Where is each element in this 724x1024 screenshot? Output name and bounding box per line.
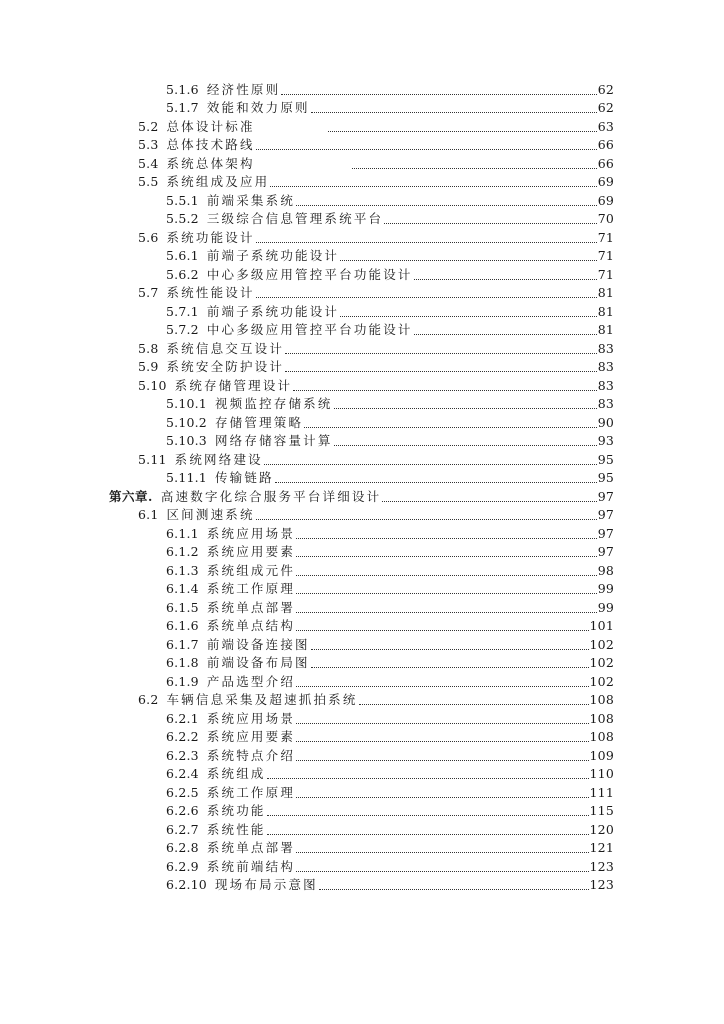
toc-entry-title: 系统单点部署 xyxy=(206,599,296,615)
toc-entry-number: 6.1.5 xyxy=(166,599,199,615)
toc-entry-number: 5.7.2 xyxy=(166,322,199,337)
toc-dot-leader xyxy=(384,222,596,224)
toc-entry[interactable] xyxy=(166,303,614,321)
toc-entry-page-number: 83 xyxy=(597,359,614,374)
toc-entry-number: 5.1.6 xyxy=(166,81,199,97)
toc-entry-number: 6.1 xyxy=(138,507,159,522)
toc-entry-title: 系统网络建设 xyxy=(174,451,263,467)
toc-entry-number: 6.2.1 xyxy=(166,710,199,726)
toc-entry[interactable] xyxy=(166,617,614,635)
toc-entry-number: 6.1.4 xyxy=(166,581,199,596)
toc-dot-leader xyxy=(267,777,589,779)
toc-entry-number: 5.1.7 xyxy=(166,100,199,115)
toc-entry-number: 6.1.1 xyxy=(166,525,199,541)
toc-entry[interactable] xyxy=(166,728,614,746)
toc-dot-leader xyxy=(334,444,597,446)
toc-entry-page-number: 108 xyxy=(589,692,614,707)
toc-entry-title: 存储管理策略 xyxy=(214,414,304,430)
toc-dot-leader xyxy=(311,111,597,113)
toc-entry-number: 5.7.1 xyxy=(166,303,199,319)
toc-entry-number: 6.1.9 xyxy=(166,673,199,689)
toc-entry-number: 5.8 xyxy=(138,340,159,356)
toc-entry-title: 前端采集系统 xyxy=(206,192,296,208)
toc-entry-number: 5.7 xyxy=(138,285,159,300)
toc-entry-page-number: 98 xyxy=(597,562,614,578)
toc-entry[interactable] xyxy=(166,821,614,839)
toc-dot-leader xyxy=(340,315,597,317)
toc-entry-page-number: 99 xyxy=(597,581,614,596)
toc-entry-page-number: 83 xyxy=(597,340,614,356)
toc-entry-number: 5.10 xyxy=(138,377,167,393)
toc-entry-title: 前端子系统功能设计 xyxy=(206,248,340,263)
toc-entry-title: 系统应用场景 xyxy=(206,525,296,541)
toc-entry-page-number: 63 xyxy=(597,118,614,134)
toc-entry[interactable] xyxy=(166,654,614,672)
toc-entry-page-number: 70 xyxy=(597,211,614,226)
toc-entry-number: 6.2.10 xyxy=(166,877,207,892)
toc-entry-page-number: 69 xyxy=(597,192,614,208)
toc-entry-number: 6.2 xyxy=(138,692,159,707)
toc-entry-page-number: 95 xyxy=(597,470,614,485)
toc-entry-page-number: 123 xyxy=(589,877,614,892)
toc-entry[interactable] xyxy=(166,710,614,728)
toc-entry-number: 6.2.7 xyxy=(166,821,199,837)
toc-entry[interactable] xyxy=(166,580,614,598)
toc-dot-leader xyxy=(328,130,597,132)
toc-entry-page-number: 71 xyxy=(597,248,614,263)
toc-entry-page-number: 71 xyxy=(597,229,614,245)
toc-dot-leader xyxy=(296,870,589,872)
toc-dot-leader xyxy=(296,592,597,594)
toc-entry-title: 系统单点结构 xyxy=(206,618,296,633)
toc-entry-number: 6.1.7 xyxy=(166,636,199,652)
toc-dot-leader xyxy=(256,296,597,298)
toc-dot-leader xyxy=(311,648,589,650)
toc-dot-leader xyxy=(382,500,596,502)
toc-entry[interactable] xyxy=(138,691,614,709)
toc-entry[interactable] xyxy=(138,340,614,358)
toc-entry-title: 视频监控存储系统 xyxy=(214,396,333,411)
toc-entry-page-number: 66 xyxy=(597,155,614,171)
toc-entry-number: 5.4 xyxy=(138,155,159,171)
toc-dot-leader xyxy=(264,463,597,465)
toc-dot-leader xyxy=(414,333,597,335)
toc-entry-title: 高速数字化综合服务平台详细设计 xyxy=(160,488,382,504)
toc-dot-leader xyxy=(267,833,589,835)
toc-dot-leader xyxy=(296,629,589,631)
toc-entry-title: 系统组成及应用 xyxy=(166,174,270,189)
toc-entry-title: 系统组成元件 xyxy=(206,562,296,578)
toc-entry-title: 系统信息交互设计 xyxy=(166,340,285,356)
toc-entry-number: 6.1.2 xyxy=(166,544,199,559)
toc-dot-leader xyxy=(296,685,589,687)
toc-entry-number: 6.1.6 xyxy=(166,618,199,633)
toc-entry-title: 总体设计标准 xyxy=(166,118,255,134)
toc-entry-number: 5.2 xyxy=(138,118,159,134)
toc-entry-title: 经济性原则 xyxy=(206,81,281,97)
toc-entry[interactable] xyxy=(166,525,614,543)
toc-entry-page-number: 66 xyxy=(597,137,614,152)
toc-entry-title: 三级综合信息管理系统平台 xyxy=(206,211,384,226)
toc-entry-page-number: 71 xyxy=(597,266,614,282)
toc-entry-number: 5.5.2 xyxy=(166,211,199,226)
toc-entry-page-number: 102 xyxy=(589,636,614,652)
toc-entry-page-number: 93 xyxy=(597,433,614,448)
toc-entry-number: 6.2.5 xyxy=(166,784,199,800)
toc-entry[interactable] xyxy=(138,284,614,302)
toc-dot-leader xyxy=(256,518,597,520)
toc-entry[interactable] xyxy=(138,173,614,191)
toc-entry-page-number: 99 xyxy=(597,599,614,615)
toc-entry-page-number: 90 xyxy=(597,414,614,430)
toc-entry-number: 5.10.2 xyxy=(166,414,207,430)
toc-entry-title: 网络存储容量计算 xyxy=(214,433,333,448)
toc-dot-leader xyxy=(296,204,597,206)
toc-dot-leader xyxy=(352,167,597,169)
toc-entry[interactable] xyxy=(166,247,614,265)
toc-entry-title: 前端设备布局图 xyxy=(206,655,310,670)
toc-entry-page-number: 102 xyxy=(589,655,614,670)
toc-entry-page-number: 115 xyxy=(589,803,614,818)
toc-entry-title: 系统性能设计 xyxy=(166,285,255,300)
toc-dot-leader xyxy=(267,814,589,816)
toc-entry[interactable] xyxy=(166,673,614,691)
toc-entry-page-number: 81 xyxy=(597,285,614,300)
toc-entry-number: 5.3 xyxy=(138,137,159,152)
toc-dot-leader xyxy=(285,352,597,354)
toc-entry[interactable] xyxy=(166,747,614,765)
toc-dot-leader xyxy=(296,740,589,742)
toc-entry-title: 中心多级应用管控平台功能设计 xyxy=(206,266,413,282)
toc-entry-title: 系统工作原理 xyxy=(206,784,296,800)
toc-entry-number: 第六章. xyxy=(109,488,153,504)
toc-entry-title: 系统应用场景 xyxy=(206,710,296,726)
toc-entry[interactable] xyxy=(166,99,614,117)
toc-entry[interactable] xyxy=(138,118,614,136)
toc-entry-page-number: 97 xyxy=(597,544,614,559)
toc-entry-title: 系统组成 xyxy=(206,766,266,781)
toc-dot-leader xyxy=(256,148,597,150)
toc-entry[interactable] xyxy=(166,414,614,432)
toc-dot-leader xyxy=(414,278,597,280)
toc-entry-title: 系统存储管理设计 xyxy=(174,377,293,393)
toc-entry[interactable] xyxy=(166,81,614,99)
toc-entry-page-number: 62 xyxy=(597,100,614,115)
toc-entry[interactable] xyxy=(166,543,614,561)
toc-entry-page-number: 121 xyxy=(589,840,614,855)
toc-entry-number: 5.10.3 xyxy=(166,433,207,448)
toc-entry-number: 6.2.2 xyxy=(166,729,199,744)
toc-entry-title: 系统总体架构 xyxy=(166,155,255,171)
toc-entry[interactable] xyxy=(166,784,614,802)
toc-entry-number: 6.2.8 xyxy=(166,840,199,855)
toc-entry[interactable] xyxy=(166,210,614,228)
toc-entry-number: 5.6.1 xyxy=(166,248,199,263)
toc-dot-leader xyxy=(270,185,596,187)
toc-entry-title: 系统功能 xyxy=(206,803,266,818)
toc-entry-page-number: 81 xyxy=(597,303,614,319)
toc-entry-number: 5.6 xyxy=(138,229,159,245)
toc-entry[interactable] xyxy=(166,802,614,820)
toc-entry-number: 6.2.9 xyxy=(166,858,199,874)
toc-entry[interactable] xyxy=(109,488,614,506)
toc-entry-page-number: 95 xyxy=(597,451,614,467)
toc-entry[interactable] xyxy=(138,136,614,154)
toc-entry-page-number: 109 xyxy=(589,747,614,763)
toc-dot-leader xyxy=(334,407,597,409)
toc-entry-title: 系统前端结构 xyxy=(206,858,296,874)
toc-entry-title: 现场布局示意图 xyxy=(214,877,318,892)
toc-entry-page-number: 62 xyxy=(597,81,614,97)
toc-dot-leader xyxy=(293,389,596,391)
toc-entry-page-number: 120 xyxy=(589,821,614,837)
toc-entry-page-number: 81 xyxy=(597,322,614,337)
toc-entry-number: 5.5.1 xyxy=(166,192,199,208)
toc-entry-page-number: 123 xyxy=(589,858,614,874)
toc-entry-title: 系统功能设计 xyxy=(166,229,255,245)
toc-entry[interactable] xyxy=(166,266,614,284)
toc-entry-title: 产品选型介绍 xyxy=(206,673,296,689)
toc-entry-number: 6.2.3 xyxy=(166,747,199,763)
toc-dot-leader xyxy=(296,851,589,853)
toc-entry-page-number: 97 xyxy=(597,525,614,541)
toc-entry-title: 车辆信息采集及超速抓拍系统 xyxy=(166,692,358,707)
toc-entry-title: 系统安全防护设计 xyxy=(166,359,285,374)
toc-entry[interactable] xyxy=(166,432,614,450)
toc-entry-title: 区间测速系统 xyxy=(166,507,255,522)
toc-entry-number: 6.2.6 xyxy=(166,803,199,818)
toc-entry-title: 系统应用要素 xyxy=(206,544,296,559)
toc-dot-leader xyxy=(296,537,597,539)
toc-entry-number: 6.1.3 xyxy=(166,562,199,578)
toc-dot-leader xyxy=(296,796,589,798)
toc-dot-leader xyxy=(359,703,589,705)
toc-dot-leader xyxy=(296,722,589,724)
toc-entry-page-number: 110 xyxy=(589,766,614,781)
toc-entry[interactable] xyxy=(166,839,614,857)
toc-entry[interactable] xyxy=(166,469,614,487)
toc-entry-title: 效能和效力原则 xyxy=(206,100,310,115)
toc-entry-title: 系统单点部署 xyxy=(206,840,296,855)
toc-entry[interactable] xyxy=(166,395,614,413)
toc-entry-title: 系统特点介绍 xyxy=(206,747,296,763)
toc-entry[interactable] xyxy=(166,321,614,339)
toc-entry-number: 6.1.8 xyxy=(166,655,199,670)
toc-entry-number: 5.6.2 xyxy=(166,266,199,282)
toc-entry[interactable] xyxy=(138,377,614,395)
toc-dot-leader xyxy=(311,666,589,668)
toc-dot-leader xyxy=(319,888,589,890)
toc-entry-title: 中心多级应用管控平台功能设计 xyxy=(206,322,413,337)
toc-dot-leader xyxy=(296,574,597,576)
toc-entry-page-number: 83 xyxy=(597,396,614,411)
toc-dot-leader xyxy=(275,481,597,483)
toc-entry-title: 系统性能 xyxy=(206,821,266,837)
toc-entry-page-number: 83 xyxy=(597,377,614,393)
toc-entry[interactable] xyxy=(138,506,614,524)
toc-entry[interactable] xyxy=(166,599,614,617)
toc-entry-number: 5.10.1 xyxy=(166,396,207,411)
toc-dot-leader xyxy=(256,241,597,243)
toc-entry[interactable] xyxy=(166,636,614,654)
toc-entry[interactable] xyxy=(166,765,614,783)
toc-entry-page-number: 108 xyxy=(589,710,614,726)
toc-entry[interactable] xyxy=(138,451,614,469)
toc-entry-page-number: 69 xyxy=(597,174,614,189)
toc-entry-number: 5.5 xyxy=(138,174,159,189)
toc-entry-title: 传输链路 xyxy=(214,470,274,485)
toc-entry-page-number: 102 xyxy=(589,673,614,689)
toc-entry[interactable] xyxy=(138,155,614,173)
toc-entry-page-number: 97 xyxy=(597,507,614,522)
toc-entry[interactable] xyxy=(138,229,614,247)
toc-dot-leader xyxy=(281,93,596,95)
toc-entry-title: 总体技术路线 xyxy=(166,137,255,152)
toc-entry-number: 5.9 xyxy=(138,359,159,374)
toc-entry[interactable] xyxy=(166,876,614,894)
toc-dot-leader xyxy=(304,426,597,428)
toc-entry-page-number: 97 xyxy=(597,488,614,504)
toc-dot-leader xyxy=(296,759,589,761)
toc-dot-leader xyxy=(285,370,597,372)
toc-entry-number: 5.11 xyxy=(138,451,167,467)
toc-entry[interactable] xyxy=(166,858,614,876)
toc-entry[interactable] xyxy=(138,358,614,376)
toc-entry-title: 前端子系统功能设计 xyxy=(206,303,340,319)
toc-entry-title: 系统应用要素 xyxy=(206,729,296,744)
toc-dot-leader xyxy=(296,611,597,613)
toc-entry-title: 前端设备连接图 xyxy=(206,636,310,652)
toc-entry-page-number: 111 xyxy=(589,784,614,800)
toc-entry-page-number: 108 xyxy=(589,729,614,744)
toc-entry-number: 5.11.1 xyxy=(166,470,207,485)
toc-entry-title: 系统工作原理 xyxy=(206,581,296,596)
toc-dot-leader xyxy=(340,259,597,261)
toc-entry[interactable] xyxy=(166,192,614,210)
toc-entry-number: 6.2.4 xyxy=(166,766,199,781)
toc-entry-page-number: 101 xyxy=(589,618,614,633)
toc-entry[interactable] xyxy=(166,562,614,580)
toc-dot-leader xyxy=(296,555,597,557)
